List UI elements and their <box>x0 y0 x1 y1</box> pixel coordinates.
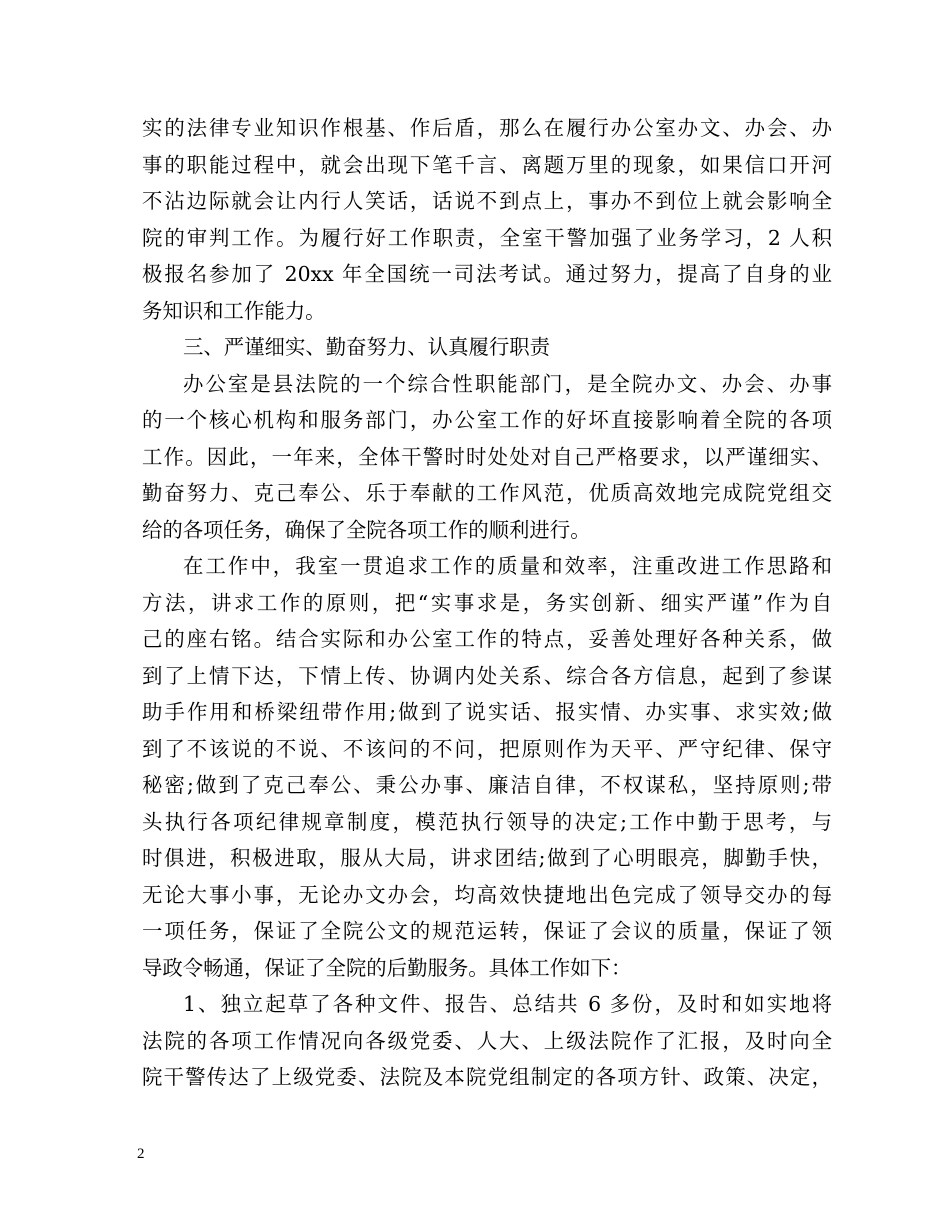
text-line: 己的座右铭。结合实际和办公室工作的特点，妥善处理好各种关系，做 <box>142 627 832 651</box>
text-line: 无论大事小事，无论办文办会，均高效快捷地出色完成了领导交办的每 <box>142 882 832 907</box>
text-line: 到了不该说的不说、不该问的不问，把原则作为天平、严守纪律、保守 <box>142 736 832 761</box>
text-line: 方法，讲求工作的原则，把“实事求是，务实创新、细实严谨”作为自 <box>142 590 832 615</box>
text-line: 导政令畅通，保证了全院的后勤服务。具体工作如下： <box>142 955 632 980</box>
text-line: 办公室是县法院的一个综合性职能部门，是全院办文、办会、办事 <box>183 371 832 396</box>
text-line: 助手作用和桥梁纽带作用;做到了说实话、报实情、办实事、求实效;做 <box>142 700 832 724</box>
text-line: 极报名参加了 20xx 年全国统一司法考试。通过努力，提高了自身的业 <box>142 262 832 286</box>
document-body <box>142 110 832 1096</box>
text-line: 时俱进，积极进取，服从大局，讲求团结;做到了心明眼亮，脚勤手快， <box>142 846 832 870</box>
text-line: 院干警传达了上级党委、法院及本院党组制定的各项方针、政策、决定， <box>142 1065 832 1089</box>
text-line: 三、严谨细实、勤奋努力、认真履行职责 <box>183 335 551 359</box>
text-line: 院的审判工作。为履行好工作职责，全室干警加强了业务学习，2 人积 <box>142 225 832 250</box>
text-line: 1、独立起草了各种文件、报告、总结共 6 多份，及时和如实地将 <box>183 992 832 1016</box>
text-line: 不沾边际就会让内行人笑话，话说不到点上，事办不到位上就会影响全 <box>142 189 832 213</box>
page-number: 2 <box>137 1146 145 1162</box>
text-line: 头执行各项纪律规章制度，模范执行领导的决定;工作中勤于思考，与 <box>142 809 832 834</box>
text-line: 秘密;做到了克己奉公、秉公办事、廉洁自律，不权谋私，坚持原则;带 <box>142 773 832 797</box>
text-line: 务知识和工作能力。 <box>142 298 326 323</box>
text-line: 勤奋努力、克己奉公、乐于奉献的工作风范，优质高效地完成院党组交 <box>142 481 832 505</box>
text-line: 工作。因此，一年来，全体干警时时处处对自己严格要求，以严谨细实、 <box>142 444 832 469</box>
text-line: 到了上情下达，下情上传、协调内处关系、综合各方信息，起到了参谋 <box>142 663 832 688</box>
text-line: 在工作中，我室一贯追求工作的质量和效率，注重改进工作思路和 <box>183 554 832 578</box>
text-line: 事的职能过程中，就会出现下笔千言、离题万里的现象，如果信口开河 <box>142 152 832 177</box>
text-line: 的一个核心机构和服务部门，办公室工作的好坏直接影响着全院的各项 <box>142 408 832 432</box>
text-line: 一项任务，保证了全院公文的规范运转，保证了会议的质量，保证了领 <box>142 919 832 943</box>
text-line: 实的法律专业知识作根基、作后盾，那么在履行办公室办文、办会、办 <box>142 116 832 140</box>
text-line: 法院的各项工作情况向各级党委、人大、上级法院作了汇报，及时向全 <box>142 1028 832 1053</box>
text-line: 给的各项任务，确保了全院各项工作的顺利进行。 <box>142 517 591 542</box>
